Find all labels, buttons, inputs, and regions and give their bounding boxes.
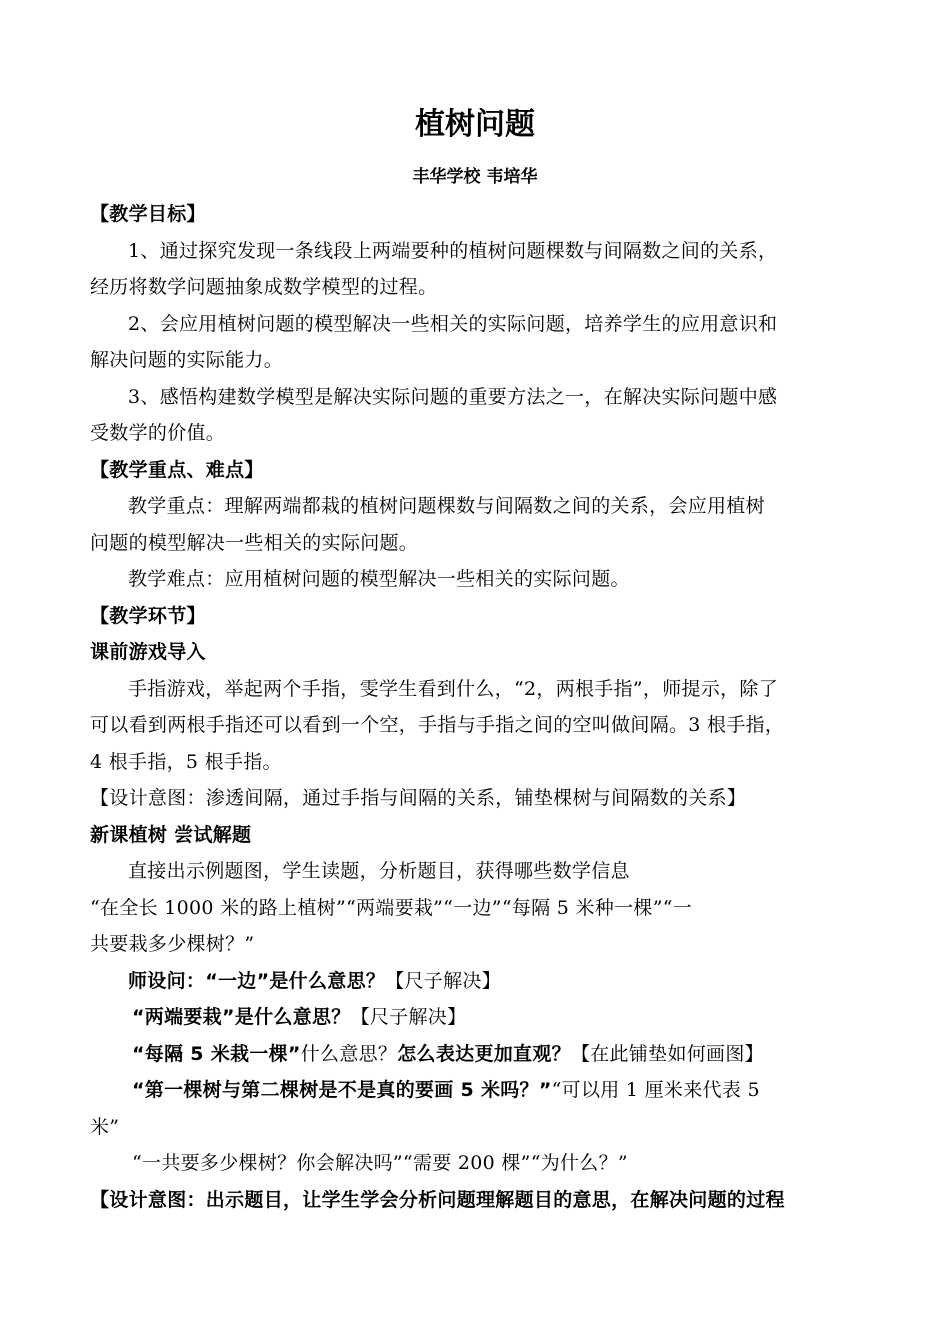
objective-1-line-1: 1、通过探究发现一条线段上两端要种的植树问题棵数与间隔数之间的关系，: [128, 239, 778, 262]
objective-2-line-1: 2、会应用植树问题的模型解决一些相关的实际问题，培养学生的应用意识和: [128, 312, 778, 335]
question-1-bold: 师设问：“一边”是什么意思？: [128, 969, 386, 992]
difficulty-line: 教学难点：应用植树问题的模型解决一些相关的实际问题。: [128, 568, 630, 590]
objective-3-line-1: 3、感悟构建数学模型是解决实际问题的重要方法之一，在解决实际问题中感: [128, 385, 778, 408]
question-3-mid: 什么意思？: [300, 1042, 398, 1065]
document-body: [90, 196, 870, 1218]
game-line-1: 手指游戏，举起两个手指，雯学生看到什么，“2，两根手指”，师提示，除了: [128, 677, 779, 700]
question-2-bold: “两端要栽”是什么意思？: [132, 1006, 351, 1028]
newlesson-line-3: 共要栽多少棵树？”: [90, 933, 255, 955]
question-3-bold: “每隔 5 米栽一棵”: [132, 1042, 301, 1065]
keypoint-line-2: 问题的模型解决一些相关的实际问题。: [90, 531, 419, 554]
game-heading: 课前游戏导入: [90, 641, 206, 663]
document-title: 植树问题: [415, 107, 535, 142]
question-3-rest: 【在此铺垫如何画图】: [570, 1042, 764, 1065]
newlesson-line-1: 直接出示例题图，学生读题，分析题目，获得哪些数学信息: [128, 860, 630, 882]
question-3-bold-2: 怎么表达更加直观？: [397, 1042, 571, 1065]
newlesson-line-2: “在全长 1000 米的路上植树”“两端要栽”“一边”“每隔 5 米种一棵”“一: [90, 896, 693, 919]
newlesson-heading: 新课植树 尝试解题: [90, 823, 252, 846]
keypoint-line-1: 教学重点：理解两端都栽的植树问题棵数与间隔数之间的关系，会应用植树: [128, 495, 765, 517]
keypoints-heading: 【教学重点、难点】: [90, 458, 264, 481]
objectives-heading: 【教学目标】: [90, 203, 206, 225]
question-1-rest: 【尺子解决】: [385, 969, 501, 992]
question-4-line-2: 米”: [90, 1115, 120, 1138]
objective-3-line-2: 受数学的价值。: [90, 422, 226, 444]
question-4-bold: “第一棵树与第二棵树是不是真的要画 5 米吗？”: [132, 1079, 552, 1101]
question-4: [90, 1072, 870, 1109]
objective-1-line-2: 经历将数学问题抽象成数学模型的过程。: [90, 276, 438, 298]
document-author: 丰华学校 韦培华: [412, 167, 538, 187]
question-2: [90, 999, 870, 1036]
objective-2-line-2: 解决问题的实际能力。: [90, 349, 284, 371]
game-line-2: 可以看到两根手指还可以看到一个空，手指与手指之间的空叫做间隔。3 根手指，: [90, 714, 785, 736]
question-3: [90, 1036, 870, 1073]
question-1: [90, 963, 870, 1000]
game-line-3: 4 根手指，5 根手指。: [90, 750, 282, 773]
question-5: “一共要多少棵树？你会解决吗”“需要 200 棵”“为什么？”: [132, 1152, 628, 1174]
question-4-rest: “可以用 1 厘米来代表 5: [551, 1079, 760, 1101]
design-intent-2: 【设计意图：出示题目，让学生学会分析问题理解题目的意思，在解决问题的过程: [90, 1188, 785, 1211]
process-heading: 【教学环节】: [90, 604, 206, 627]
question-2-rest: 【尺子解决】: [350, 1006, 467, 1028]
design-intent-1: 【设计意图：渗透间隔，通过手指与间隔的关系，铺垫棵树与间隔数的关系】: [90, 787, 747, 809]
